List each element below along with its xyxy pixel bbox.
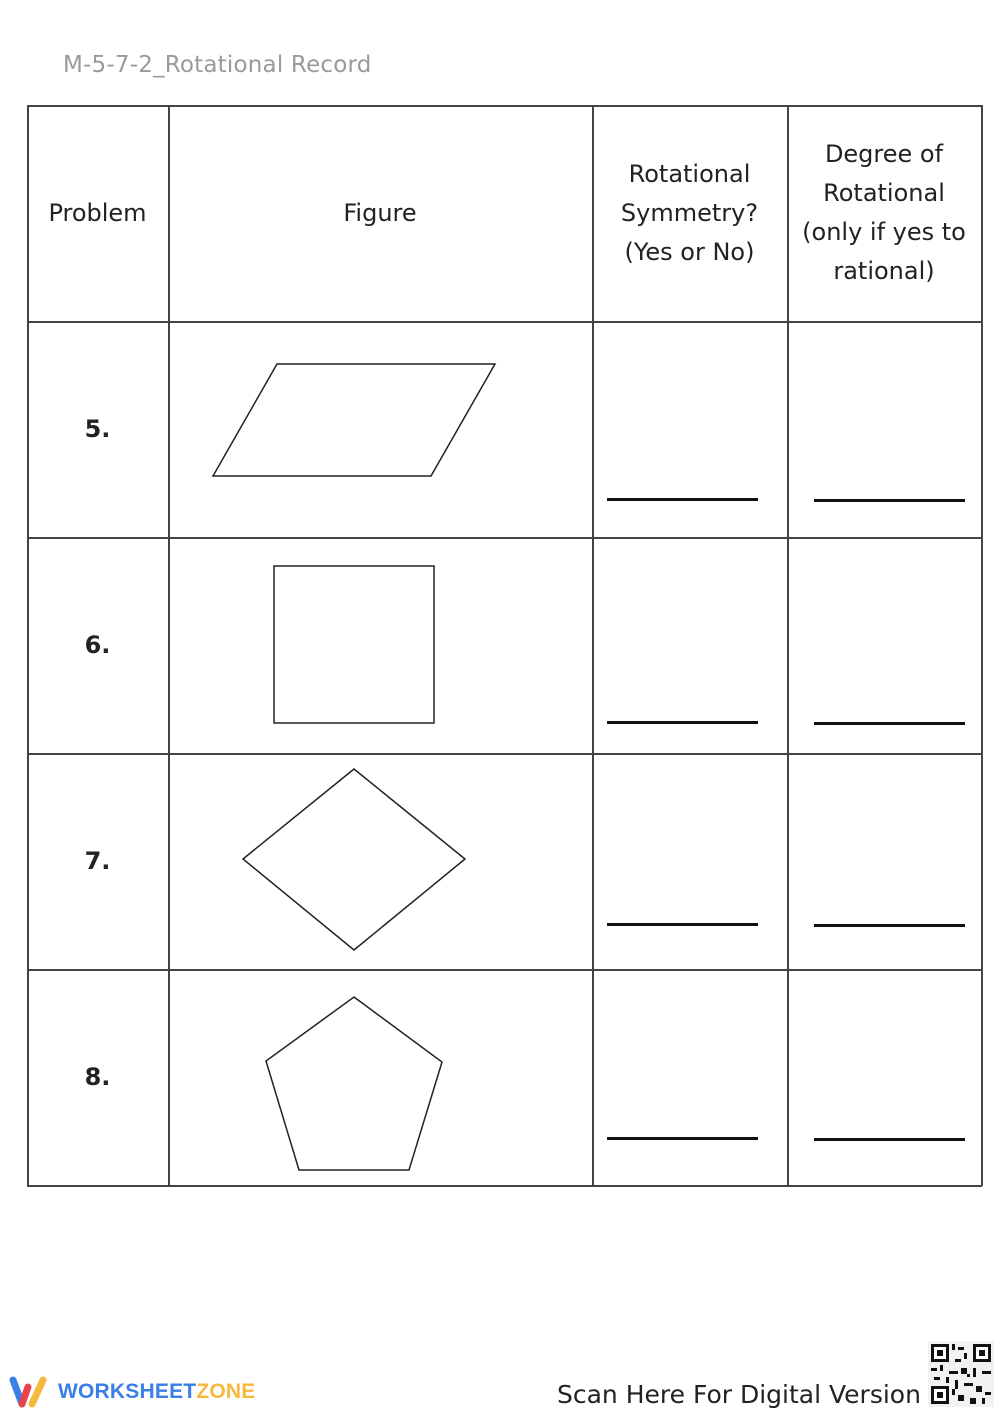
- symmetry-answer-line-6[interactable]: [607, 721, 758, 724]
- logo-text: [58, 1380, 255, 1404]
- header-rotational-symmetry: [592, 105, 787, 321]
- worksheetzone-logo: [8, 1375, 255, 1409]
- degree-answer-line-7[interactable]: [814, 924, 965, 927]
- symmetry-answer-line-8[interactable]: [607, 1137, 758, 1140]
- header-problem: [27, 105, 168, 321]
- problem-number: 7.: [84, 847, 111, 875]
- square-figure: [168, 537, 592, 753]
- table-row-6-number: [27, 537, 168, 753]
- problem-number: 5.: [84, 415, 111, 443]
- header-line: Rotational: [628, 159, 751, 188]
- problem-number: 8.: [84, 1063, 111, 1091]
- header-figure: [168, 105, 592, 321]
- parallelogram-figure: [168, 321, 592, 537]
- header-line: (Yes or No): [624, 237, 755, 266]
- table-row-8-number: [27, 969, 168, 1185]
- logo-text-worksheet: WORKSHEET: [58, 1380, 197, 1403]
- header-figure-label: Figure: [343, 198, 417, 227]
- degree-answer-line-8[interactable]: [814, 1138, 965, 1141]
- symmetry-answer-line-7[interactable]: [607, 923, 758, 926]
- header-line: Degree of: [824, 140, 944, 168]
- symmetry-answer-line-5[interactable]: [607, 498, 758, 501]
- header-line: Symmetry?: [620, 198, 759, 227]
- rhombus-figure: [168, 753, 592, 969]
- document-title: M-5-7-2_Rotational Record: [63, 52, 372, 78]
- table-row-7-number: [27, 753, 168, 969]
- header-problem-label: Problem: [48, 198, 147, 227]
- header-line: rational): [833, 257, 935, 285]
- qr-code-icon[interactable]: [928, 1341, 994, 1407]
- pentagon-figure: [168, 969, 592, 1185]
- table-row-5-number: [27, 321, 168, 537]
- scan-instruction: Scan Here For Digital Version: [557, 1380, 921, 1409]
- header-degree-of-rotation: [787, 105, 981, 321]
- table-border: [27, 1185, 982, 1187]
- header-line: Rotational: [823, 179, 945, 207]
- degree-answer-line-6[interactable]: [814, 722, 965, 725]
- rotational-record-table: [27, 105, 982, 1186]
- problem-number: 6.: [84, 631, 111, 659]
- logo-text-zone: ZONE: [196, 1380, 256, 1403]
- degree-answer-line-5[interactable]: [814, 499, 965, 502]
- logo-w-icon: [8, 1375, 50, 1409]
- header-line: (only if yes to: [802, 218, 966, 246]
- table-border: [981, 105, 983, 1186]
